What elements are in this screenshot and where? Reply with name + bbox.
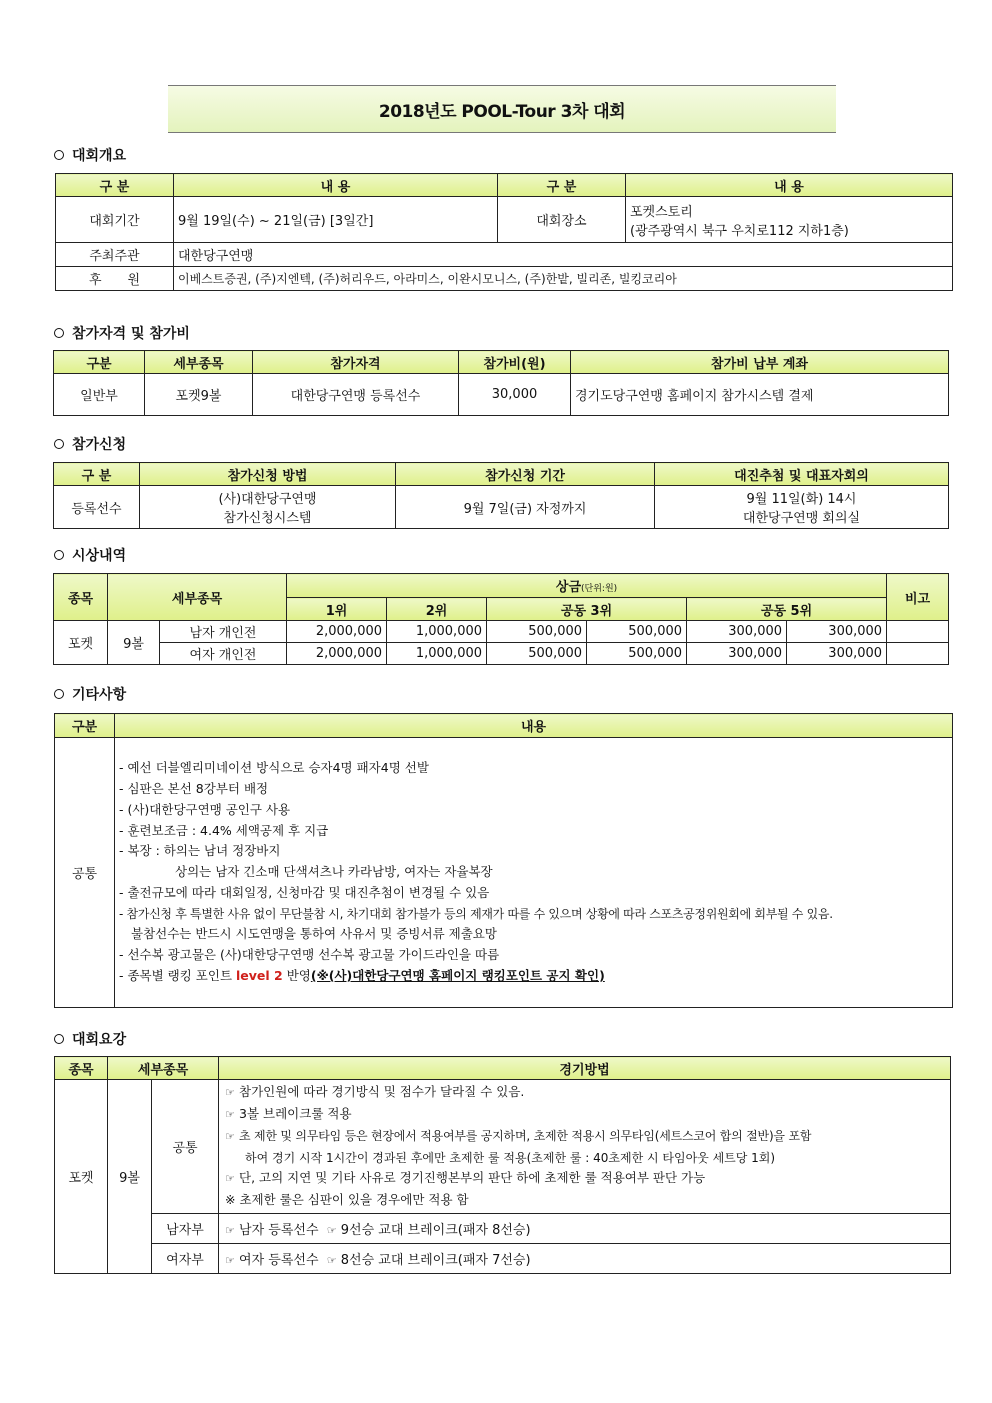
- eligibility-header: 세부종목: [145, 351, 253, 374]
- eligibility-cell: 경기도당구연맹 홈페이지 참가시스템 결제: [571, 374, 949, 416]
- pointing-hand-icon: ☞: [225, 1107, 235, 1121]
- misc-item: - 선수복 광고물은 (사)대한당구연맹 선수복 광고물 가이드라인을 따름: [119, 947, 500, 963]
- period-value: 9월 19일(수) ~ 21일(금) [3일간]: [174, 197, 498, 243]
- section-heading-text: 대회요강: [72, 1032, 127, 1048]
- misc-item: - 예선 더블엘리미네이션 방식으로 승자4명 패자4명 선발: [119, 760, 429, 776]
- prizes-header-note: 비고: [887, 574, 949, 621]
- pointing-hand-icon: ☞: [225, 1129, 235, 1143]
- rules-table: [54, 1056, 951, 1274]
- rules-women-b: 8선승 교대 브레이크(패자 7선승): [340, 1253, 531, 1268]
- section-heading-text: 대회개요: [72, 148, 127, 164]
- pointing-hand-icon: ☞: [326, 1224, 337, 1237]
- circle-bullet-icon: [54, 689, 64, 699]
- section-heading-overview: [54, 145, 126, 165]
- rule-item: [225, 1104, 946, 1126]
- rule-item: 하여 경기 시작 1시간이 경과된 후에만 초제한 룰 적용(초제한 룰 : 40초제한 시 타임아웃 세트당 1회): [245, 1150, 776, 1165]
- prizes-division: 여자 개인전: [160, 643, 287, 665]
- prize-note: [887, 621, 949, 643]
- prize-value: 500,000: [587, 621, 687, 643]
- prize-value: 300,000: [687, 643, 787, 665]
- application-header: 참가신청 방법: [140, 463, 396, 486]
- prizes-header-rank: 공동 3위: [487, 598, 687, 621]
- circle-bullet-icon: [54, 150, 64, 160]
- eligibility-cell: 대한당구연맹 등록선수: [253, 374, 459, 416]
- prize-value: 500,000: [587, 643, 687, 665]
- prizes-header-rank: 2위: [387, 598, 487, 621]
- pointing-hand-icon: ☞: [225, 1172, 235, 1186]
- rule-item: [225, 1126, 946, 1148]
- overview-table: [55, 173, 953, 291]
- application-header: 구 분: [54, 463, 140, 486]
- rule-item-text: 3볼 브레이크룰 적용: [239, 1105, 352, 1121]
- prize-value: 1,000,000: [387, 621, 487, 643]
- rules-men-a: 남자 등록선수: [239, 1223, 319, 1238]
- eligibility-header: 참가자격: [253, 351, 459, 374]
- pointing-hand-icon: ☞: [225, 1224, 235, 1237]
- misc-header-naeyong: 내용: [115, 714, 953, 738]
- application-table: [53, 462, 949, 529]
- application-header: 대진추첨 및 대표자회의: [655, 463, 949, 486]
- prize-value: 2,000,000: [287, 643, 387, 665]
- overview-header-gubun: 구 분: [56, 174, 174, 197]
- misc-item: - 복장 : 하의는 남녀 정장바지: [119, 843, 281, 859]
- eligibility-header: 구분: [54, 351, 145, 374]
- ranking-note: (※(사)대한당구연맹 홈페이지 랭킹포인트 공지 확인): [310, 968, 605, 984]
- section-heading-text: 시상내역: [72, 548, 127, 564]
- host-label: 주최주관: [56, 243, 174, 267]
- host-value: 대한당구연맹: [174, 243, 953, 267]
- prizes-header-rank: 1위: [287, 598, 387, 621]
- rule-item-text: 단, 고의 지연 및 기타 사유로 경기진행본부의 판단 하에 초제한 룰 적용여부 판단 가능: [239, 1170, 706, 1186]
- prize-value: 300,000: [787, 643, 887, 665]
- rules-women-a: 여자 등록선수: [239, 1253, 319, 1268]
- rule-item-text: 초 제한 및 의무타임 등은 현장에서 적용여부를 공지하며, 초제한 적용시 의무타임(세트스코어 합의 절반)을 포함: [239, 1128, 812, 1143]
- prizes-header-rank: 공동 5위: [687, 598, 887, 621]
- circle-bullet-icon: [54, 1034, 64, 1044]
- eligibility-cell: 포켓9볼: [145, 374, 253, 416]
- misc-item-ranking: [119, 966, 948, 987]
- prizes-header-prize: [287, 574, 887, 598]
- sponsor-value: 이베스트증권, (주)지엔텍, (주)허리우드, 아라미스, 이완시모니스, (주)한밭, 빌리존, 빌킹코리아: [174, 267, 953, 291]
- rules-men: [219, 1214, 951, 1244]
- application-header: 참가신청 기간: [396, 463, 655, 486]
- section-heading-rules: [54, 1029, 126, 1049]
- rule-item: [225, 1168, 946, 1190]
- eligibility-header: 참가비(원): [459, 351, 571, 374]
- section-heading-text: 참가신청: [72, 437, 127, 453]
- sponsor-label: 후 원: [56, 267, 174, 291]
- section-heading-prizes: [54, 545, 126, 565]
- application-draw-line-2: 대한당구연맹 회의실: [742, 511, 861, 526]
- misc-items: [115, 738, 953, 1008]
- eligibility-header: 참가비 납부 계좌: [571, 351, 949, 374]
- section-heading-misc: [54, 684, 126, 704]
- venue-line-1: 포켓스토리: [630, 204, 693, 220]
- prize-note: [887, 643, 949, 665]
- prize-value: 300,000: [687, 621, 787, 643]
- eligibility-cell: 일반부: [54, 374, 145, 416]
- prizes-table: [53, 573, 949, 665]
- prizes-header-unit: (단위:원): [581, 584, 618, 594]
- document-title: 2018년도 POOL-Tour 3차 대회: [168, 85, 836, 133]
- section-heading-text: 기타사항: [72, 687, 127, 703]
- prize-value: 500,000: [487, 621, 587, 643]
- application-draw-line-1: 9월 11일(화) 14시: [746, 492, 857, 507]
- application-row-label: 등록선수: [54, 486, 140, 529]
- circle-bullet-icon: [54, 550, 64, 560]
- period-label: 대회기간: [56, 197, 174, 243]
- rules-sub-event: 9볼: [108, 1080, 152, 1274]
- rules-common-items: [219, 1080, 951, 1214]
- circle-bullet-icon: [54, 439, 64, 449]
- venue-line-2: (광주광역시 북구 우치로112 지하1층): [630, 223, 849, 239]
- rule-item: [225, 1082, 946, 1104]
- rule-item-text: 참가인원에 따라 경기방식 및 점수가 달라질 수 있음.: [239, 1084, 525, 1100]
- prizes-sub-event: 9볼: [108, 621, 160, 665]
- misc-row-label: 공통: [55, 738, 115, 1008]
- application-method: [140, 486, 396, 529]
- overview-header-naeyong-2: 내 용: [626, 174, 953, 197]
- application-method-line-2: 참가신청시스템: [223, 511, 312, 526]
- overview-header-gubun-2: 구 분: [498, 174, 626, 197]
- prizes-header-event: 종목: [54, 574, 108, 621]
- section-heading-application: [54, 434, 126, 454]
- rules-event: 포켓: [55, 1080, 108, 1274]
- misc-item: - (사)대한당구연맹 공인구 사용: [119, 801, 291, 817]
- prizes-header-detail: 세부종목: [108, 574, 287, 621]
- ranking-level: level 2: [236, 968, 283, 984]
- application-method-line-1: (사)대한당구연맹: [218, 492, 317, 507]
- venue-label: 대회장소: [498, 197, 626, 243]
- misc-item: - 훈련보조금 : 4.4% 세액공제 후 지급: [119, 822, 329, 838]
- rules-men-label: 남자부: [152, 1214, 219, 1244]
- misc-header-gubun: 구분: [55, 714, 115, 738]
- prizes-division: 남자 개인전: [160, 621, 287, 643]
- misc-item: 상의는 남자 긴소매 단색셔츠나 카라남방, 여자는 자율복장: [175, 864, 493, 880]
- section-heading-eligibility: [54, 323, 190, 343]
- pointing-hand-icon: ☞: [225, 1086, 235, 1100]
- rules-header-detail: 세부종목: [108, 1057, 219, 1080]
- rules-men-b: 9선승 교대 브레이크(패자 8선승): [340, 1223, 531, 1238]
- prizes-event: 포켓: [54, 621, 108, 665]
- ranking-mid: 반영: [282, 968, 311, 984]
- pointing-hand-icon: ☞: [326, 1254, 337, 1267]
- misc-item: - 심판은 본선 8강부터 배정: [119, 780, 269, 796]
- rules-header-event: 종목: [55, 1057, 108, 1080]
- ranking-prefix: - 종목별 랭킹 포인트: [119, 968, 237, 984]
- rules-women: [219, 1244, 951, 1274]
- pointing-hand-icon: ☞: [225, 1254, 235, 1267]
- rules-common-label: 공통: [152, 1080, 219, 1214]
- application-draw: [655, 486, 949, 529]
- rules-women-label: 여자부: [152, 1244, 219, 1274]
- prize-value: 2,000,000: [287, 621, 387, 643]
- rules-header-method: 경기방법: [219, 1057, 951, 1080]
- application-period: 9월 7일(금) 자정까지: [396, 486, 655, 529]
- circle-bullet-icon: [54, 328, 64, 338]
- overview-header-naeyong: 내 용: [174, 174, 498, 197]
- eligibility-cell: 30,000: [459, 374, 571, 416]
- prize-value: 1,000,000: [387, 643, 487, 665]
- prize-value: 500,000: [487, 643, 587, 665]
- section-heading-text: 참가자격 및 참가비: [72, 326, 190, 342]
- misc-item: 불참선수는 반드시 시도연맹을 통하여 사유서 및 증빙서류 제출요망: [131, 926, 497, 942]
- rule-item: ※ 초제한 룰은 심판이 있을 경우에만 적용 함: [225, 1192, 469, 1208]
- misc-item: - 출전규모에 따라 대회일정, 신청마감 및 대진추첨이 변경될 수 있음: [119, 884, 490, 900]
- venue-value: [626, 197, 953, 243]
- eligibility-table: [53, 350, 949, 416]
- prizes-header-prize-label: 상금: [555, 580, 582, 595]
- misc-table: [54, 713, 953, 1008]
- prize-value: 300,000: [787, 621, 887, 643]
- misc-item: - 참가신청 후 특별한 사유 없이 무단불참 시, 차기대회 참가불가 등의 제재가 따를 수 있으며 상황에 따라 스포츠공정위원회에 회부될 수 있음.: [119, 906, 833, 921]
